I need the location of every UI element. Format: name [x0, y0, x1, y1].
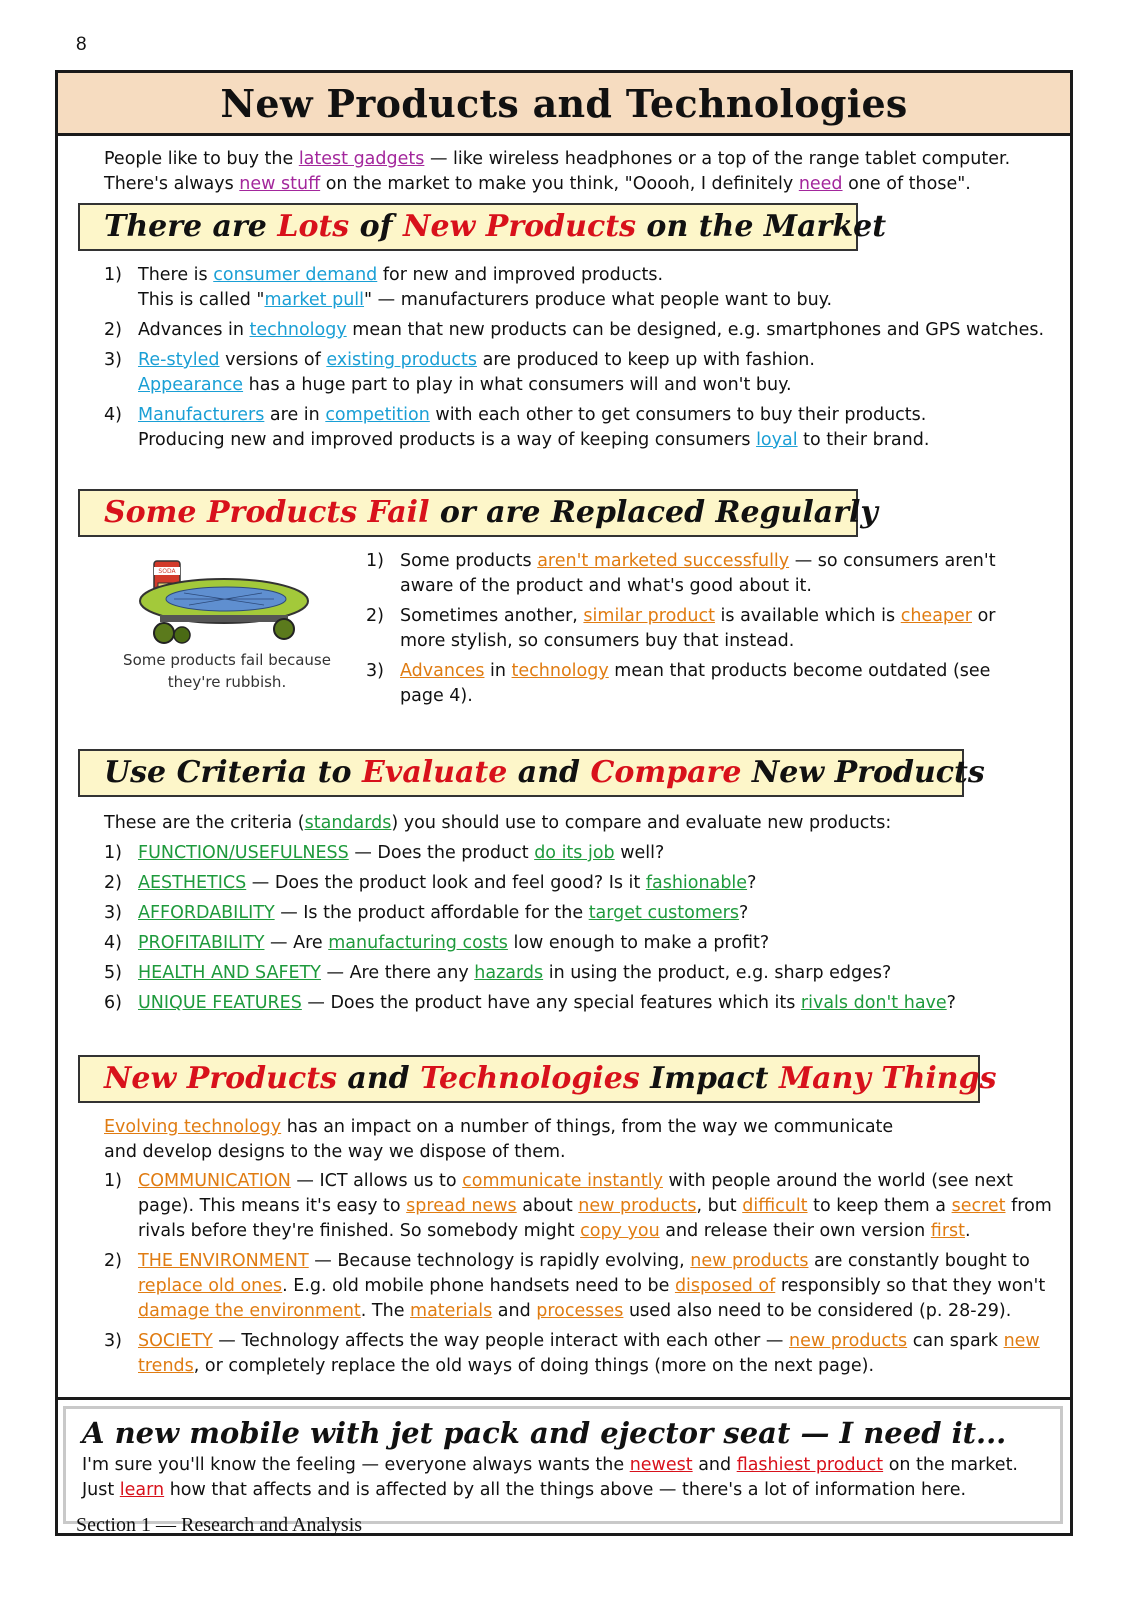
keyword-manufacturing-costs: manufacturing costs — [328, 933, 508, 953]
summary-line: on the market. — [883, 1455, 1018, 1475]
list-text: are produced to keep up with fashion. — [477, 350, 815, 370]
list-text: Some products — [400, 551, 538, 571]
criteria-item — [104, 961, 1054, 986]
criterion-profitability: PROFITABILITY — [138, 933, 265, 953]
intro-text: — like wireless headphones or a top of the range tablet computer. — [424, 149, 1011, 169]
criteria-item — [104, 991, 1054, 1016]
keyword-disposed-of: disposed of — [674, 1276, 776, 1296]
intro-text: one of those". — [842, 174, 971, 194]
page-footer: Section 1 — Research and Analysis — [76, 1514, 363, 1536]
keyword-hazards: hazards — [474, 963, 544, 983]
summary-text — [82, 1453, 1044, 1503]
list-text: and release their own version — [659, 1221, 931, 1241]
title-bar — [58, 73, 1070, 136]
keyword-flashiest-product: flashiest product — [736, 1455, 884, 1475]
list-text: — Are — [264, 933, 329, 953]
heading-text-red: Compare — [590, 755, 742, 790]
list-number: 4) — [104, 933, 122, 953]
list-text: has a huge part to play in what consumers will and won't buy. — [243, 375, 792, 395]
list-text: in using the product, e.g. sharp edges? — [543, 963, 892, 983]
list-text: about — [516, 1196, 579, 1216]
summary-line: how that affects and is affected by all the things above — there's a lot of information here. — [164, 1480, 967, 1500]
heading-text-red: New Products — [403, 209, 636, 244]
list-number: 3) — [366, 661, 384, 681]
list-text: used also need to be considered (p. 28-29). — [623, 1301, 1012, 1321]
intro-text: People like to buy the — [104, 149, 299, 169]
keyword-standards: standards — [304, 813, 392, 833]
impact-society: SOCIETY — [138, 1331, 213, 1351]
list-item — [366, 659, 1016, 709]
list-text: ? — [738, 903, 749, 923]
heading-text-red: Technologies — [420, 1061, 640, 1096]
summary-box — [58, 1397, 1070, 1533]
summary-line: and — [692, 1455, 737, 1475]
intro-text: on the market to make you think, "Ooooh, I definitely — [320, 174, 799, 194]
keyword-first: first — [930, 1221, 965, 1241]
keyword-competition: competition — [325, 405, 430, 425]
summary-title: A new mobile with jet pack and ejector seat — I need it... — [82, 1416, 1007, 1450]
skateboard-illustration — [134, 553, 314, 653]
list-text: mean that products become outdated (see page 4). — [400, 661, 991, 706]
keyword-arent-marketed: aren't marketed successfully — [537, 551, 790, 571]
criterion-health-safety: HEALTH AND SAFETY — [138, 963, 321, 983]
list-text: well? — [614, 843, 665, 863]
impact-intro — [104, 1115, 904, 1165]
criteria-item — [104, 871, 1054, 896]
heading-text: or are Replaced Regularly — [429, 495, 878, 530]
keyword-rivals-dont-have: rivals don't have — [800, 993, 947, 1013]
list-item — [366, 549, 1016, 599]
list-text: — Does the product — [348, 843, 535, 863]
summary-inner — [63, 1406, 1063, 1524]
impact-environment: THE ENVIRONMENT — [138, 1251, 309, 1271]
list-number: 2) — [104, 1251, 122, 1271]
list-text: " — manufacturers produce what people want to buy. — [364, 290, 833, 310]
list-text: — ICT allows us to — [290, 1171, 463, 1191]
section2-list — [366, 549, 1016, 714]
section-heading-criteria — [78, 749, 985, 797]
list-text: ? — [946, 993, 956, 1013]
criteria-intro-text: These are the criteria ( — [104, 813, 305, 833]
list-number: 4) — [104, 405, 122, 425]
impact-item — [104, 1329, 1054, 1379]
heading-text-red: Evaluate — [362, 755, 508, 790]
keyword-replace-old-ones: replace old ones — [138, 1276, 283, 1296]
list-item — [104, 318, 1064, 343]
keyword-loyal: loyal — [756, 430, 798, 450]
criterion-unique-features: UNIQUE FEATURES — [138, 993, 302, 1013]
list-text: mean that new products can be designed, e.g. smartphones and GPS watches. — [346, 320, 1045, 340]
keyword-target-customers: target customers — [588, 903, 739, 923]
impact-communication: COMMUNICATION — [138, 1171, 291, 1191]
heading-text: and — [507, 755, 591, 790]
keyword-consumer-demand: consumer demand — [213, 265, 378, 285]
list-number: 3) — [104, 350, 122, 370]
heading-text-red: New Products — [104, 1061, 337, 1096]
list-text: ? — [747, 873, 757, 893]
list-text: to their brand. — [797, 430, 930, 450]
list-item — [104, 263, 1064, 313]
list-text: — Does the product look and feel good? Is it — [246, 873, 646, 893]
page-frame — [55, 70, 1073, 1536]
keyword-new-trends: new trends — [138, 1331, 1040, 1376]
list-text: , or completely replace the old ways of doing things (more on the next page). — [193, 1356, 875, 1376]
criteria-list — [104, 841, 1054, 1021]
list-text: . E.g. old mobile phone handsets need to be — [282, 1276, 675, 1296]
heading-text: on the Market — [635, 209, 887, 244]
list-text: — Technology affects the way people interact with each other — — [212, 1331, 789, 1351]
keyword-similar-product: similar product — [583, 606, 715, 626]
heading-text: Impact — [639, 1061, 779, 1096]
list-text: to keep them a — [807, 1196, 952, 1216]
list-text: low enough to make a profit? — [507, 933, 770, 953]
list-text: in — [484, 661, 512, 681]
heading-text: There are — [104, 209, 278, 244]
keyword-difficult: difficult — [742, 1196, 808, 1216]
intro-paragraph — [104, 147, 1044, 197]
list-text: are constantly bought to — [808, 1251, 1030, 1271]
keyword-manufacturers: Manufacturers — [138, 405, 265, 425]
list-item — [104, 403, 1064, 453]
list-number: 6) — [104, 993, 122, 1013]
heading-text-red: Some Products Fail — [104, 495, 430, 530]
keyword-new-products: new products — [789, 1331, 908, 1351]
intro-link-need: need — [798, 174, 843, 194]
list-text: This is called " — [138, 290, 265, 310]
criterion-affordability: AFFORDABILITY — [138, 903, 275, 923]
list-number: 2) — [104, 320, 122, 340]
list-text: . — [965, 1221, 971, 1241]
list-number: 1) — [104, 1171, 122, 1191]
list-item — [366, 604, 1016, 654]
list-number: 1) — [366, 551, 384, 571]
list-text: can spark — [907, 1331, 1004, 1351]
keyword-do-its-job: do its job — [534, 843, 615, 863]
impact-list — [104, 1169, 1054, 1384]
keyword-materials: materials — [410, 1301, 493, 1321]
keyword-secret: secret — [951, 1196, 1006, 1216]
keyword-evolving-technology: Evolving technology — [104, 1117, 282, 1137]
intro-text: There's always — [104, 174, 240, 194]
illustration-caption: Some products fail because they're rubbish. — [123, 651, 331, 691]
keyword-spread-news: spread news — [406, 1196, 517, 1216]
page-number: 8 — [76, 34, 87, 55]
list-text: — Are there any — [320, 963, 475, 983]
list-text: — so consumers aren't aware of the product and what's good about it. — [400, 551, 996, 596]
list-number: 5) — [104, 963, 122, 983]
list-text: Producing new and improved products is a way of keeping consumers — [138, 430, 757, 450]
criteria-intro-text: ) you should use to compare and evaluate new products: — [391, 813, 892, 833]
keyword-communicate-instantly: communicate instantly — [462, 1171, 663, 1191]
keyword-processes: processes — [536, 1301, 624, 1321]
list-text: with each other to get consumers to buy their products. — [429, 405, 927, 425]
heading-text: and — [336, 1061, 421, 1096]
list-number: 3) — [104, 1331, 122, 1351]
keyword-new-products: new products — [690, 1251, 809, 1271]
intro-link-new-stuff: new stuff — [239, 174, 321, 194]
list-number: 1) — [104, 265, 122, 285]
keyword-newest: newest — [629, 1455, 693, 1475]
impact-intro-text: has an impact on a number of things, from the way we communicate and develop designs to the way we dispose of them. — [104, 1117, 894, 1162]
heading-text: New Products — [741, 755, 985, 790]
list-text: for new and improved products. — [377, 265, 664, 285]
impact-item — [104, 1249, 1054, 1324]
summary-line: Just — [82, 1480, 120, 1500]
keyword-advances: Advances — [400, 661, 485, 681]
keyword-damage-environment: damage the environment — [138, 1301, 361, 1321]
keyword-cheaper: cheaper — [900, 606, 972, 626]
list-text: from rivals before they're finished. So somebody might — [138, 1196, 1052, 1241]
criterion-aesthetics: AESTHETICS — [138, 873, 247, 893]
section-heading-impact — [78, 1055, 997, 1103]
heading-text: Use Criteria to — [104, 755, 363, 790]
criteria-item — [104, 841, 1054, 866]
keyword-market-pull: market pull — [264, 290, 365, 310]
heading-text-red: Many Things — [778, 1061, 997, 1096]
list-text: and — [492, 1301, 537, 1321]
keyword-fashionable: fashionable — [645, 873, 748, 893]
keyword-technology: technology — [511, 661, 609, 681]
list-number: 1) — [104, 843, 122, 863]
list-text: There is — [138, 265, 214, 285]
criterion-function: FUNCTION/USEFULNESS — [138, 843, 349, 863]
list-text: — Is the product affordable for the — [274, 903, 589, 923]
keyword-re-styled: Re-styled — [138, 350, 220, 370]
list-text: with people around the world (see next page). This means it's easy to — [138, 1171, 1014, 1216]
list-text: or more stylish, so consumers buy that instead. — [400, 606, 996, 651]
list-number: 3) — [104, 903, 122, 923]
list-text: , but — [696, 1196, 743, 1216]
keyword-technology: technology — [249, 320, 347, 340]
list-text: Advances in — [138, 320, 250, 340]
list-text: . The — [360, 1301, 411, 1321]
criteria-item — [104, 901, 1054, 926]
keyword-learn: learn — [119, 1480, 165, 1500]
impact-item — [104, 1169, 1054, 1244]
section1-list — [104, 263, 1064, 458]
page-title: New Products and Technologies — [220, 80, 908, 126]
list-number: 2) — [104, 873, 122, 893]
keyword-existing-products: existing products — [326, 350, 478, 370]
keyword-appearance: Appearance — [138, 375, 244, 395]
can-label: SODA — [158, 568, 176, 575]
intro-link-latest-gadgets: latest gadgets — [298, 149, 425, 169]
list-text: — Does the product have any special features which its — [301, 993, 801, 1013]
list-text: responsibly so that they won't — [775, 1276, 1046, 1296]
list-text: is available which is — [714, 606, 901, 626]
criteria-item — [104, 931, 1054, 956]
list-text: — Because technology is rapidly evolving, — [308, 1251, 691, 1271]
section-heading-new-products — [78, 203, 887, 251]
section-heading-products-fail — [78, 489, 878, 537]
list-text: Sometimes another, — [400, 606, 584, 626]
summary-line: I'm sure you'll know the feeling — everyone always wants the — [82, 1455, 630, 1475]
keyword-copy-you: copy you — [580, 1221, 660, 1241]
heading-text-red: Lots — [277, 209, 350, 244]
list-text: versions of — [219, 350, 327, 370]
list-item — [104, 348, 1064, 398]
keyword-new-products: new products — [578, 1196, 697, 1216]
criteria-intro — [104, 811, 1044, 836]
list-text: are in — [264, 405, 326, 425]
heading-text: of — [349, 209, 404, 244]
list-number: 2) — [366, 606, 384, 626]
